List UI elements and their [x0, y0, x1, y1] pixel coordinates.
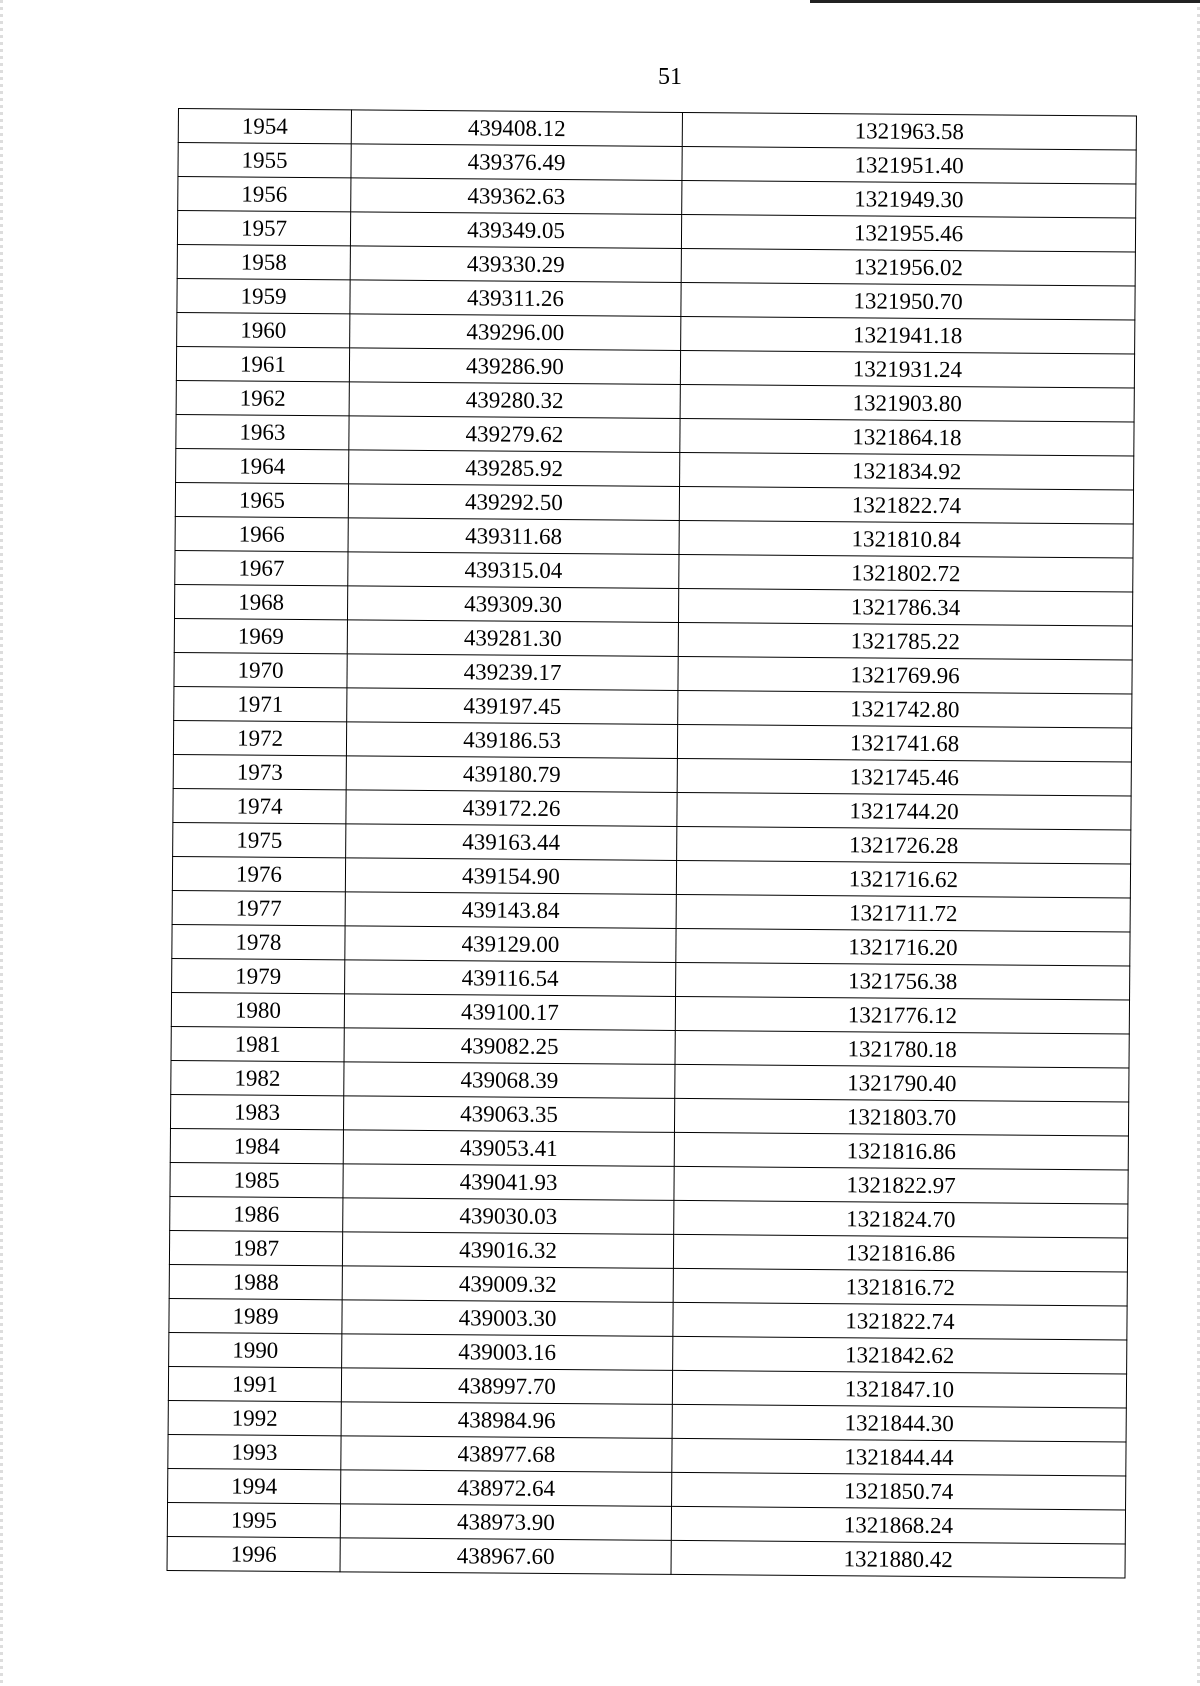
point-id-cell: 1974	[173, 788, 346, 823]
point-id-cell: 1958	[177, 244, 350, 279]
y-coordinate-cell: 1321816.86	[673, 1234, 1127, 1272]
point-id-cell: 1994	[168, 1468, 341, 1503]
point-id-cell: 1962	[176, 380, 349, 415]
y-coordinate-cell: 1321844.44	[672, 1438, 1126, 1476]
x-coordinate-cell: 439172.26	[346, 790, 677, 827]
point-id-cell: 1984	[170, 1128, 343, 1163]
y-coordinate-cell: 1321745.46	[677, 758, 1131, 796]
point-id-cell: 1978	[172, 924, 345, 959]
y-coordinate-cell: 1321864.18	[680, 418, 1134, 456]
x-coordinate-cell: 439003.16	[342, 1334, 673, 1371]
y-coordinate-cell: 1321963.58	[682, 112, 1136, 150]
point-id-cell: 1989	[169, 1298, 342, 1333]
x-coordinate-cell: 439362.63	[351, 178, 682, 215]
point-id-cell: 1959	[177, 278, 350, 313]
point-id-cell: 1988	[169, 1264, 342, 1299]
y-coordinate-cell: 1321941.18	[681, 316, 1135, 354]
x-coordinate-cell: 439280.32	[349, 382, 680, 419]
x-coordinate-cell: 439279.62	[349, 416, 680, 453]
y-coordinate-cell: 1321786.34	[678, 588, 1132, 626]
point-id-cell: 1966	[175, 516, 348, 551]
point-id-cell: 1964	[176, 448, 349, 483]
x-coordinate-cell: 439082.25	[344, 1028, 675, 1065]
point-id-cell: 1967	[175, 550, 348, 585]
point-id-cell: 1979	[172, 958, 345, 993]
x-coordinate-cell: 439286.90	[349, 348, 680, 385]
point-id-cell: 1968	[174, 584, 347, 619]
x-coordinate-cell: 438997.70	[341, 1368, 672, 1405]
x-coordinate-cell: 439330.29	[350, 246, 681, 283]
x-coordinate-cell: 439030.03	[343, 1198, 674, 1235]
y-coordinate-cell: 1321785.22	[678, 622, 1132, 660]
x-coordinate-cell: 439100.17	[344, 994, 675, 1031]
point-id-cell: 1995	[167, 1502, 340, 1537]
y-coordinate-cell: 1321742.80	[678, 690, 1132, 728]
y-coordinate-cell: 1321816.72	[673, 1268, 1127, 1306]
point-id-cell: 1973	[173, 754, 346, 789]
y-coordinate-cell: 1321802.72	[679, 554, 1133, 592]
x-coordinate-cell: 439311.68	[348, 518, 679, 555]
point-id-cell: 1985	[170, 1162, 343, 1197]
x-coordinate-cell: 439154.90	[345, 858, 676, 895]
point-id-cell: 1982	[171, 1060, 344, 1095]
point-id-cell: 1980	[171, 992, 344, 1027]
x-coordinate-cell: 439116.54	[345, 960, 676, 997]
point-id-cell: 1996	[167, 1536, 340, 1571]
x-coordinate-cell: 438977.68	[341, 1436, 672, 1473]
x-coordinate-cell: 438972.64	[341, 1470, 672, 1507]
y-coordinate-cell: 1321847.10	[672, 1370, 1126, 1408]
y-coordinate-cell: 1321822.74	[679, 486, 1133, 524]
y-coordinate-cell: 1321844.30	[672, 1404, 1126, 1442]
point-id-cell: 1990	[169, 1332, 342, 1367]
x-coordinate-cell: 439315.04	[348, 552, 679, 589]
y-coordinate-cell: 1321956.02	[681, 248, 1135, 286]
y-coordinate-cell: 1321951.40	[682, 146, 1136, 184]
top-rule	[810, 0, 1200, 3]
x-coordinate-cell: 439311.26	[350, 280, 681, 317]
x-coordinate-cell: 438973.90	[340, 1504, 671, 1541]
x-coordinate-cell: 439186.53	[346, 722, 677, 759]
x-coordinate-cell: 439285.92	[349, 450, 680, 487]
y-coordinate-cell: 1321903.80	[680, 384, 1134, 422]
y-coordinate-cell: 1321850.74	[672, 1472, 1126, 1510]
x-coordinate-cell: 439016.32	[342, 1232, 673, 1269]
x-coordinate-cell: 439163.44	[346, 824, 677, 861]
point-id-cell: 1972	[173, 720, 346, 755]
point-id-cell: 1987	[169, 1230, 342, 1265]
x-coordinate-cell: 439129.00	[345, 926, 676, 963]
x-coordinate-cell: 439143.84	[345, 892, 676, 929]
page-number: 51	[658, 64, 682, 90]
x-coordinate-cell: 439180.79	[346, 756, 677, 793]
point-id-cell: 1971	[174, 686, 347, 721]
point-id-cell: 1991	[168, 1366, 341, 1401]
x-coordinate-cell: 439239.17	[347, 654, 678, 691]
x-coordinate-cell: 439009.32	[342, 1266, 673, 1303]
y-coordinate-cell: 1321842.62	[673, 1336, 1127, 1374]
point-id-cell: 1954	[178, 109, 351, 144]
x-coordinate-cell: 439376.49	[351, 144, 682, 181]
coordinate-table	[167, 108, 1137, 1578]
y-coordinate-cell: 1321726.28	[677, 826, 1131, 864]
y-coordinate-cell: 1321716.20	[676, 928, 1130, 966]
y-coordinate-cell: 1321822.97	[674, 1166, 1128, 1204]
x-coordinate-cell: 439296.00	[350, 314, 681, 351]
point-id-cell: 1955	[178, 143, 351, 178]
y-coordinate-cell: 1321824.70	[674, 1200, 1128, 1238]
x-coordinate-cell: 439068.39	[344, 1062, 675, 1099]
point-id-cell: 1960	[177, 312, 350, 347]
point-id-cell: 1969	[174, 618, 347, 653]
point-id-cell: 1983	[170, 1094, 343, 1129]
y-coordinate-cell: 1321716.62	[676, 860, 1130, 898]
point-id-cell: 1961	[176, 346, 349, 381]
y-coordinate-cell: 1321756.38	[676, 962, 1130, 1000]
x-coordinate-cell: 438984.96	[341, 1402, 672, 1439]
y-coordinate-cell: 1321711.72	[676, 894, 1130, 932]
x-coordinate-cell: 439197.45	[347, 688, 678, 725]
y-coordinate-cell: 1321803.70	[674, 1098, 1128, 1136]
y-coordinate-cell: 1321931.24	[680, 350, 1134, 388]
y-coordinate-cell: 1321955.46	[681, 214, 1135, 252]
point-id-cell: 1956	[178, 177, 351, 212]
point-id-cell: 1965	[175, 482, 348, 517]
point-id-cell: 1957	[177, 211, 350, 246]
x-coordinate-cell: 439041.93	[343, 1164, 674, 1201]
point-id-cell: 1977	[172, 890, 345, 925]
y-coordinate-cell: 1321949.30	[682, 180, 1136, 218]
table-row	[167, 1536, 1125, 1578]
point-id-cell: 1975	[173, 822, 346, 857]
point-id-cell: 1981	[171, 1026, 344, 1061]
y-coordinate-cell: 1321950.70	[681, 282, 1135, 320]
coordinate-table-body	[167, 109, 1136, 1578]
x-coordinate-cell: 439292.50	[348, 484, 679, 521]
point-id-cell: 1976	[172, 856, 345, 891]
x-coordinate-cell: 439349.05	[350, 212, 681, 249]
point-id-cell: 1986	[170, 1196, 343, 1231]
x-coordinate-cell: 438967.60	[340, 1538, 671, 1575]
point-id-cell: 1963	[176, 414, 349, 449]
point-id-cell: 1993	[168, 1434, 341, 1469]
y-coordinate-cell: 1321816.86	[674, 1132, 1128, 1170]
y-coordinate-cell: 1321744.20	[677, 792, 1131, 830]
point-id-cell: 1992	[168, 1400, 341, 1435]
y-coordinate-cell: 1321776.12	[675, 996, 1129, 1034]
x-coordinate-cell: 439003.30	[342, 1300, 673, 1337]
scan-edge-left	[0, 0, 3, 1686]
y-coordinate-cell: 1321834.92	[680, 452, 1134, 490]
y-coordinate-cell: 1321790.40	[675, 1064, 1129, 1102]
y-coordinate-cell: 1321868.24	[671, 1506, 1125, 1544]
x-coordinate-cell: 439053.41	[343, 1130, 674, 1167]
y-coordinate-cell: 1321822.74	[673, 1302, 1127, 1340]
point-id-cell: 1970	[174, 652, 347, 687]
y-coordinate-cell: 1321741.68	[677, 724, 1131, 762]
y-coordinate-cell: 1321769.96	[678, 656, 1132, 694]
y-coordinate-cell: 1321810.84	[679, 520, 1133, 558]
x-coordinate-cell: 439063.35	[343, 1096, 674, 1133]
y-coordinate-cell: 1321880.42	[671, 1540, 1125, 1578]
x-coordinate-cell: 439408.12	[351, 110, 682, 147]
x-coordinate-cell: 439281.30	[347, 620, 678, 657]
x-coordinate-cell: 439309.30	[347, 586, 678, 623]
y-coordinate-cell: 1321780.18	[675, 1030, 1129, 1068]
